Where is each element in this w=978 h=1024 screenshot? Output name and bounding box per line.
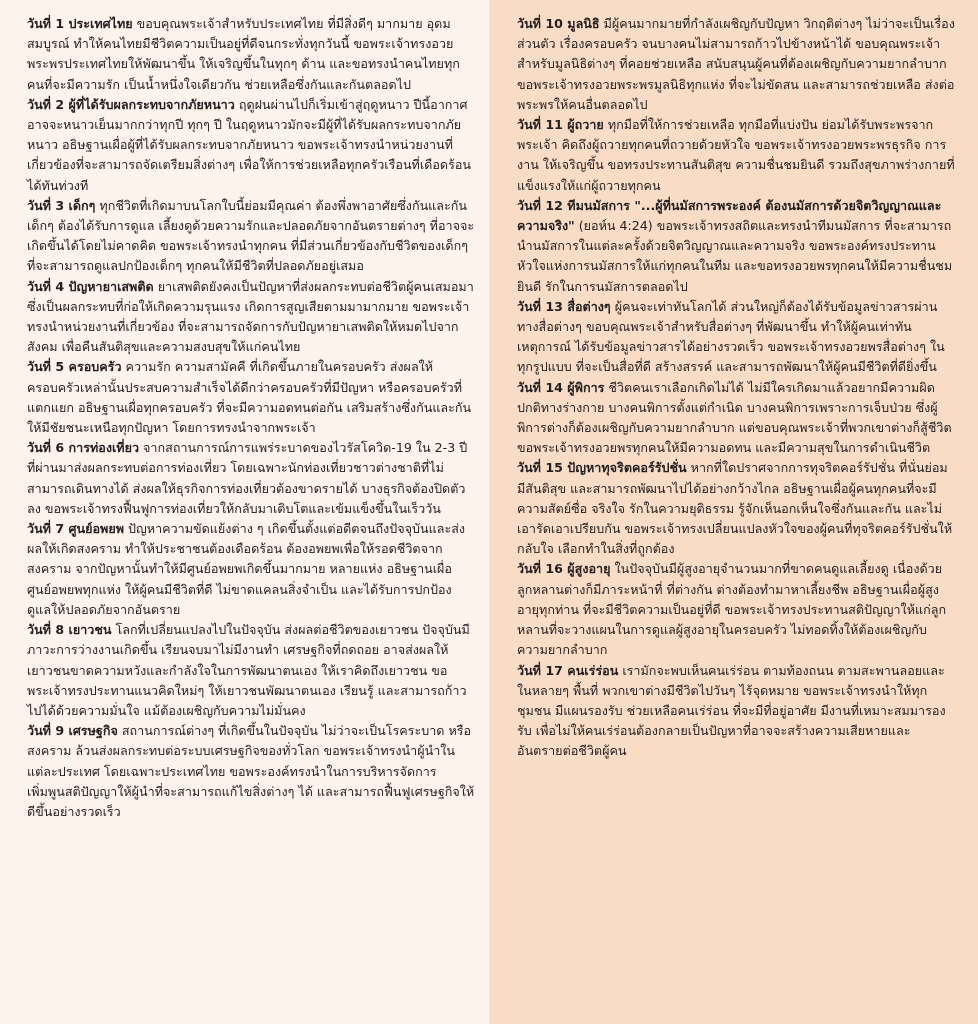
- entry-heading: วันที่ 17 คนเร่ร่อน: [517, 662, 619, 678]
- prayer-entry-day-2: [27, 95, 475, 196]
- entry-body: ทุกมือที่ให้การช่วยเหลือ ทุกมือที่แบ่งปัน ย่อมได้รับพระพรจากพระเจ้า คิดถึงผู้ถวายทุกคนที่ถวายด้วยหัวใจ ขอพระเจ้าทรงอวยพระพรธุรกิจ การงาน ให้เจริญขึ้น ขอทรงประทานสันติสุข ความชื่นชมยินดี รวมถึงสุขภาพร่างกายที่แข็งแรงให้แก่ผู้ถวายทุกคน: [517, 117, 955, 193]
- entry-heading: วันที่ 8 เยาวชน: [27, 622, 112, 638]
- entry-heading: วันที่ 5 ครอบครัว: [27, 359, 122, 375]
- entry-body: ในปัจจุบันมีผู้สูงอายุจำนวนมากที่ขาดคนดูแลเลี้ยงดู เนื่องด้วยลูกหลานต่างก็มีภาระหน้าที่ ที่ต่างกัน ต่างต้องทำมาหาเลี้ยงชีพ อธิษฐานเผื่อผู้สูงอายุทุกท่าน ที่จะมีชีวิตความเป็นอยู่ที่ดี ขอพระเจ้าทรงประทานสติปัญญาให้แก่ลูกหลานที่จะวางแผนในการดูแลผู้สูงอายุในครอบครัว ไม่ทอดทิ้งให้ต้องเผชิญกับความยากลำบาก: [517, 561, 947, 658]
- prayer-entry-day-3: [27, 196, 475, 277]
- entry-heading: วันที่ 6 การท่องเที่ยว: [27, 440, 140, 456]
- entry-heading: วันที่ 1 ประเทศไทย: [27, 16, 133, 31]
- prayer-entry-day-5: [27, 357, 475, 438]
- entry-heading: วันที่ 16 ผู้สูงอายุ: [517, 561, 611, 577]
- prayer-entry-day-17: [517, 661, 956, 762]
- prayer-entry-day-15: [517, 458, 956, 559]
- prayer-entry-day-11: [517, 115, 956, 196]
- entry-body: ความรัก ความสามัคคี ที่เกิดขึ้นภายในครอบครัว ส่งผลให้ครอบครัวเหล่านั้นประสบความสำเร็จได้ดีกว่าครอบครัวที่มีปัญหา หรือครอบครัวที่แตกแยก อธิษฐานเผื่อทุกครอบครัว ที่จะมีความอดทนต่อกัน เสริมสร้างซึ่งกันและกันให้มีชัยชนะเหนือทุกปัญหา โดยการทรงนำจากพระเจ้า: [27, 359, 472, 436]
- prayer-entry-day-12: [517, 196, 956, 297]
- prayer-entry-day-8: [27, 620, 475, 721]
- prayer-entry-day-10: [517, 14, 956, 115]
- entry-heading: วันที่ 4 ปัญหายาเสพติด: [27, 278, 154, 294]
- prayer-entry-day-13: [517, 297, 956, 378]
- entry-body: ทุกชีวิตที่เกิดมาบนโลกใบนี้ย่อมมีคุณค่า ต้องพึ่งพาอาศัยซึ่งกันและกัน เด็กๆ ต้องได้รับการดูแล เลี้ยงดูด้วยความรักและปลอดภัยจากอันตรายต่างๆ ที่อาจจะเกิดขึ้นได้โดยไม่คาดคิด ขอพระเจ้าทรงนำทุกคน ที่มีส่วนเกี่ยวข้องกับชีวิตของเด็กๆ ที่จะสามารถดูแลปกป้องเด็กๆ ทุกคนให้มีชีวิตที่ปลอดภัยอยู่เสมอ: [27, 197, 475, 274]
- prayer-entry-day-1: [27, 14, 475, 95]
- entry-body: ยาเสพติดยังคงเป็นปัญหาที่ส่งผลกระทบต่อชีวิตผู้คนเสมอมา ซึ่งเป็นผลกระทบที่ก่อให้เกิดความรุนแรง เกิดการสูญเสียตามมามากมาย ขอพระเจ้าทรงนำหน่วยงานที่เกี่ยวข้อง ที่จะสามารถจัดการกับปัญหายาเสพติดให้หมดไปจากสังคม เพื่อคืนสันติสุขและความสงบสุขให้แก่คนไทย: [27, 278, 474, 355]
- prayer-entry-day-14: [517, 378, 956, 459]
- entry-heading: วันที่ 12 ทีมนมัสการ "...ผู้ที่นมัสการพระองค์ ต้องนมัสการด้วยจิตวิญญาณและความจริง": [517, 197, 942, 234]
- right-column: [489, 0, 978, 1024]
- entry-heading: วันที่ 2 ผู้ที่ได้รับผลกระทบจากภัยหนาว: [27, 96, 235, 112]
- entry-body: (ยอห์น 4:24) ขอพระเจ้าทรงสถิตและทรงนำทีมนมัสการ ที่จะสามารถนำนมัสการในแต่ละครั้งด้วยจิตวิญญาณและความจริง ขอพระองค์ทรงประทานหัวใจแห่งการนมัสการให้แก่ทุกคนในทีม และขอทรงอวยพรทุกคนให้มีความชื่นชมยินดี รักในการนมัสการตลอดไป: [517, 218, 953, 294]
- entry-body: ปัญหาความขัดแย้งต่าง ๆ เกิดขึ้นตั้งแต่อดีตจนถึงปัจจุบันและส่งผลให้เกิดสงคราม ทำให้ประชาชนต้องเดือดร้อน ต้องอพยพเพื่อให้รอดชีวิตจากสงคราม จากปัญหานั้นทำให้มีศูนย์อพยพเกิดขึ้นมากมาย หลายแห่ง อธิษฐานเผื่อศูนย์อพยพทุกแห่ง ให้ผู้คนมีชีวิตที่ดี ไม่ขาดแคลนสิ่งจำเป็น และได้รับการปกป้องดูแลให้ปลอดภัยจากอันตราย: [27, 521, 466, 617]
- entry-body: จากสถานการณ์การแพร่ระบาดของไวรัสโควิด-19 ใน 2-3 ปีที่ผ่านมาส่งผลกระทบต่อการท่องเที่ยว โดยเฉพาะนักท่องเที่ยวชาวต่างชาติที่ไม่สามารถเดินทางได้ ส่งผลให้ธุรกิจการท่องเที่ยวต้องขาดรายได้ บางธุรกิจต้องปิดตัวลง ขอพระเจ้าทรงฟื้นฟูการท่องเที่ยวให้กลับมาเติบโตและเข้มแข็งขึ้นในเร็ววัน: [27, 440, 468, 516]
- prayer-entry-day-16: [517, 559, 956, 660]
- entry-heading: วันที่ 11 ผู้ถวาย: [517, 117, 604, 133]
- entry-body: ขอบคุณพระเจ้าสำหรับประเทศไทย ที่มีสิ่งดีๆ มากมาย อุดมสมบูรณ์ ทำให้คนไทยมีชีวิตความเป็นอยู่ที่ดีจนกระทั่งทุกวันนี้ ขอพระเจ้าทรงอวยพระพรประเทศไทยให้พัฒนาขึ้น ให้เจริญขึ้นในทุกๆ ด้าน และขอทรงนำคนไทยทุกคนที่จะมีความรัก เป็นน้ำหนึ่งใจเดียวกัน ช่วยเหลือซึ่งกันและกันตลอดไป: [27, 16, 460, 92]
- prayer-entry-day-4: [27, 277, 475, 358]
- entry-heading: วันที่ 10 มูลนิธิ: [517, 16, 600, 31]
- entry-body: ชีวิตคนเราเลือกเกิดไม่ได้ ไม่มีใครเกิดมาแล้วอยากมีความผิดปกติทางร่างกาย บางคนพิการตั้งแต่กำเนิด บางคนพิการเพราะการเจ็บป่วย ซึ่งผู้พิการต่างก็ต้องเผชิญกับความยากลำบาก แต่ขอบคุณพระเจ้าที่พวกเขาต่างก็สู้ชีวิต ขอพระเจ้าทรงอวยพรทุกคนให้มีความอดทน และมีความสุขในการดำเนินชีวิต: [517, 379, 952, 456]
- entry-body: มีผู้คนมากมายที่กำลังเผชิญกับปัญหา วิกฤติต่างๆ ไม่ว่าจะเป็นเรื่องส่วนตัว เรื่องครอบครัว จนบางคนไม่สามารถก้าวไปข้างหน้าได้ ขอบคุณพระเจ้าสำหรับมูลนิธิต่างๆ ที่คอยช่วยเหลือ สนับสนุนผู้คนที่ต้องเผชิญกับความยากลำบาก ขอพระเจ้าทรงอวยพระพรมูลนิธิทุกแห่ง ที่จะไม่ขัดสน และสามารถช่วยเหลือ ส่งต่อพระพรให้คนอื่นตลอดไป: [517, 16, 955, 112]
- entry-heading: วันที่ 7 ศูนย์อพยพ: [27, 521, 125, 537]
- entry-body: ผู้คนจะเท่าทันโลกได้ ส่วนใหญ่ก็ต้องได้รับข้อมูลข่าวสารผ่านทางสื่อต่างๆ ขอบคุณพระเจ้าสำหรับสื่อต่างๆ ที่พัฒนาขึ้น ทำให้ผู้คนเท่าทันเหตุการณ์ ได้รับข้อมูลข่าวสารได้อย่างรวดเร็ว ขอพระเจ้าทรงอวยพรสื่อต่างๆ ในทุกรูปแบบ ที่จะเป็นสื่อที่ดี สร้างสรรค์ และสามารถพัฒนาให้ผู้คนมีชีวิตที่ดียิ่งขึ้น: [517, 298, 945, 375]
- entry-heading: วันที่ 14 ผู้พิการ: [517, 379, 605, 395]
- prayer-entry-day-6: [27, 438, 475, 519]
- entry-body: ฤดูฝนผ่านไปก็เริ่มเข้าสู่ฤดูหนาว ปีนี้อากาศอาจจะหนาวเย็นมากกว่าทุกปี ทุกๆ ปี ในฤดูหนาวมักจะมีผู้ที่ได้รับผลกระทบจากภัยหนาว อธิษฐานเผื่อผู้ที่ได้รับผลกระทบจากภัยหนาว ขอพระเจ้าทรงนำหน่วยงานที่เกี่ยวข้องที่จะสามารถจัดเตรียมสิ่งต่างๆ เพื่อให้การช่วยเหลือทุกครัวเรือนที่เดือดร้อนได้ทันท่วงที: [27, 96, 472, 193]
- entry-heading: วันที่ 13 สื่อต่างๆ: [517, 298, 611, 314]
- prayer-entry-day-7: [27, 519, 475, 620]
- entry-body: โลกที่เปลี่ยนแปลงไปในปัจจุบัน ส่งผลต่อชีวิตของเยาวชน ปัจจุบันมีภาวะการว่างงานเกิดขึ้น เรียนจบมาไม่มีงานทำ เศรษฐกิจที่ถดถอย อาจส่งผลให้เยาวชนขาดความหวังและกำลังใจในการพัฒนาตนเอง ให้เราคิดถึงเยาวชน ขอพระเจ้าทรงประทานแนวคิดใหม่ๆ ให้เยาวชนพัฒนาตนเอง เรียนรู้ และสามารถก้าวไปได้ด้วยความมั่นใจ แม้ต้องเผชิญกับความไม่มั่นคง: [27, 622, 470, 718]
- prayer-entry-day-9: [27, 721, 475, 822]
- entry-heading: วันที่ 3 เด็กๆ: [27, 197, 96, 213]
- entry-body: สถานการณ์ต่างๆ ที่เกิดขึ้นในปัจจุบัน ไม่ว่าจะเป็นโรคระบาด หรือสงคราม ล้วนส่งผลกระทบต่อระบบเศรษฐกิจของทั่วโลก ขอพระเจ้าทรงนำผู้นำในแต่ละประเทศ โดยเฉพาะประเทศไทย ขอพระองค์ทรงนำในการบริหารจัดการ เพิ่มพูนสติปัญญาให้ผู้นำที่จะสามารถแก้ไขสิ่งต่างๆ ได้ และสามารถฟื้นฟูเศรษฐกิจให้ดีขึ้นอย่างรวดเร็ว: [27, 723, 475, 819]
- entry-body: หากที่ใดปราศจากการทุจริตคอร์รัปชั่น ที่นั่นย่อมมีสันติสุข และสามารถพัฒนาไปได้อย่างกว้างไกล อธิษฐานเผื่อผู้คนทุกคนที่จะมีความสัตย์ซื่อ จริงใจ รักในความยุติธรรม รู้จักเห็นอกเห็นใจซึ่งกันและกัน และไม่เอารัดเอาเปรียบกัน ขอพระเจ้าทรงเปลี่ยนแปลงหัวใจของผู้คนที่ทุจริตคอร์รัปชั่นให้กลับใจ เลือกทำในสิ่งที่ถูกต้อง: [517, 460, 953, 557]
- entry-heading: วันที่ 15 ปัญหาทุจริตคอร์รัปชั่น: [517, 460, 687, 476]
- entry-heading: วันที่ 9 เศรษฐกิจ: [27, 723, 118, 739]
- entry-body: เรามักจะพบเห็นคนเร่ร่อน ตามท้องถนน ตามสะพานลอยและในหลายๆ พื้นที่ พวกเขาต่างมีชีวิตไปวันๆ ไร้จุดหมาย ขอพระเจ้าทรงนำให้ทุกชุมชน มีแผนรองรับ ช่วยเหลือคนเร่ร่อน ที่จะมีที่อยู่อาศัย มีงานที่เหมาะสมมารองรับ เพื่อไม่ให้คนเร่ร่อนต้องกลายเป็นปัญหาที่อาจจะสร้างความเสียหายและอันตรายต่อชีวิตผู้คน: [517, 662, 946, 759]
